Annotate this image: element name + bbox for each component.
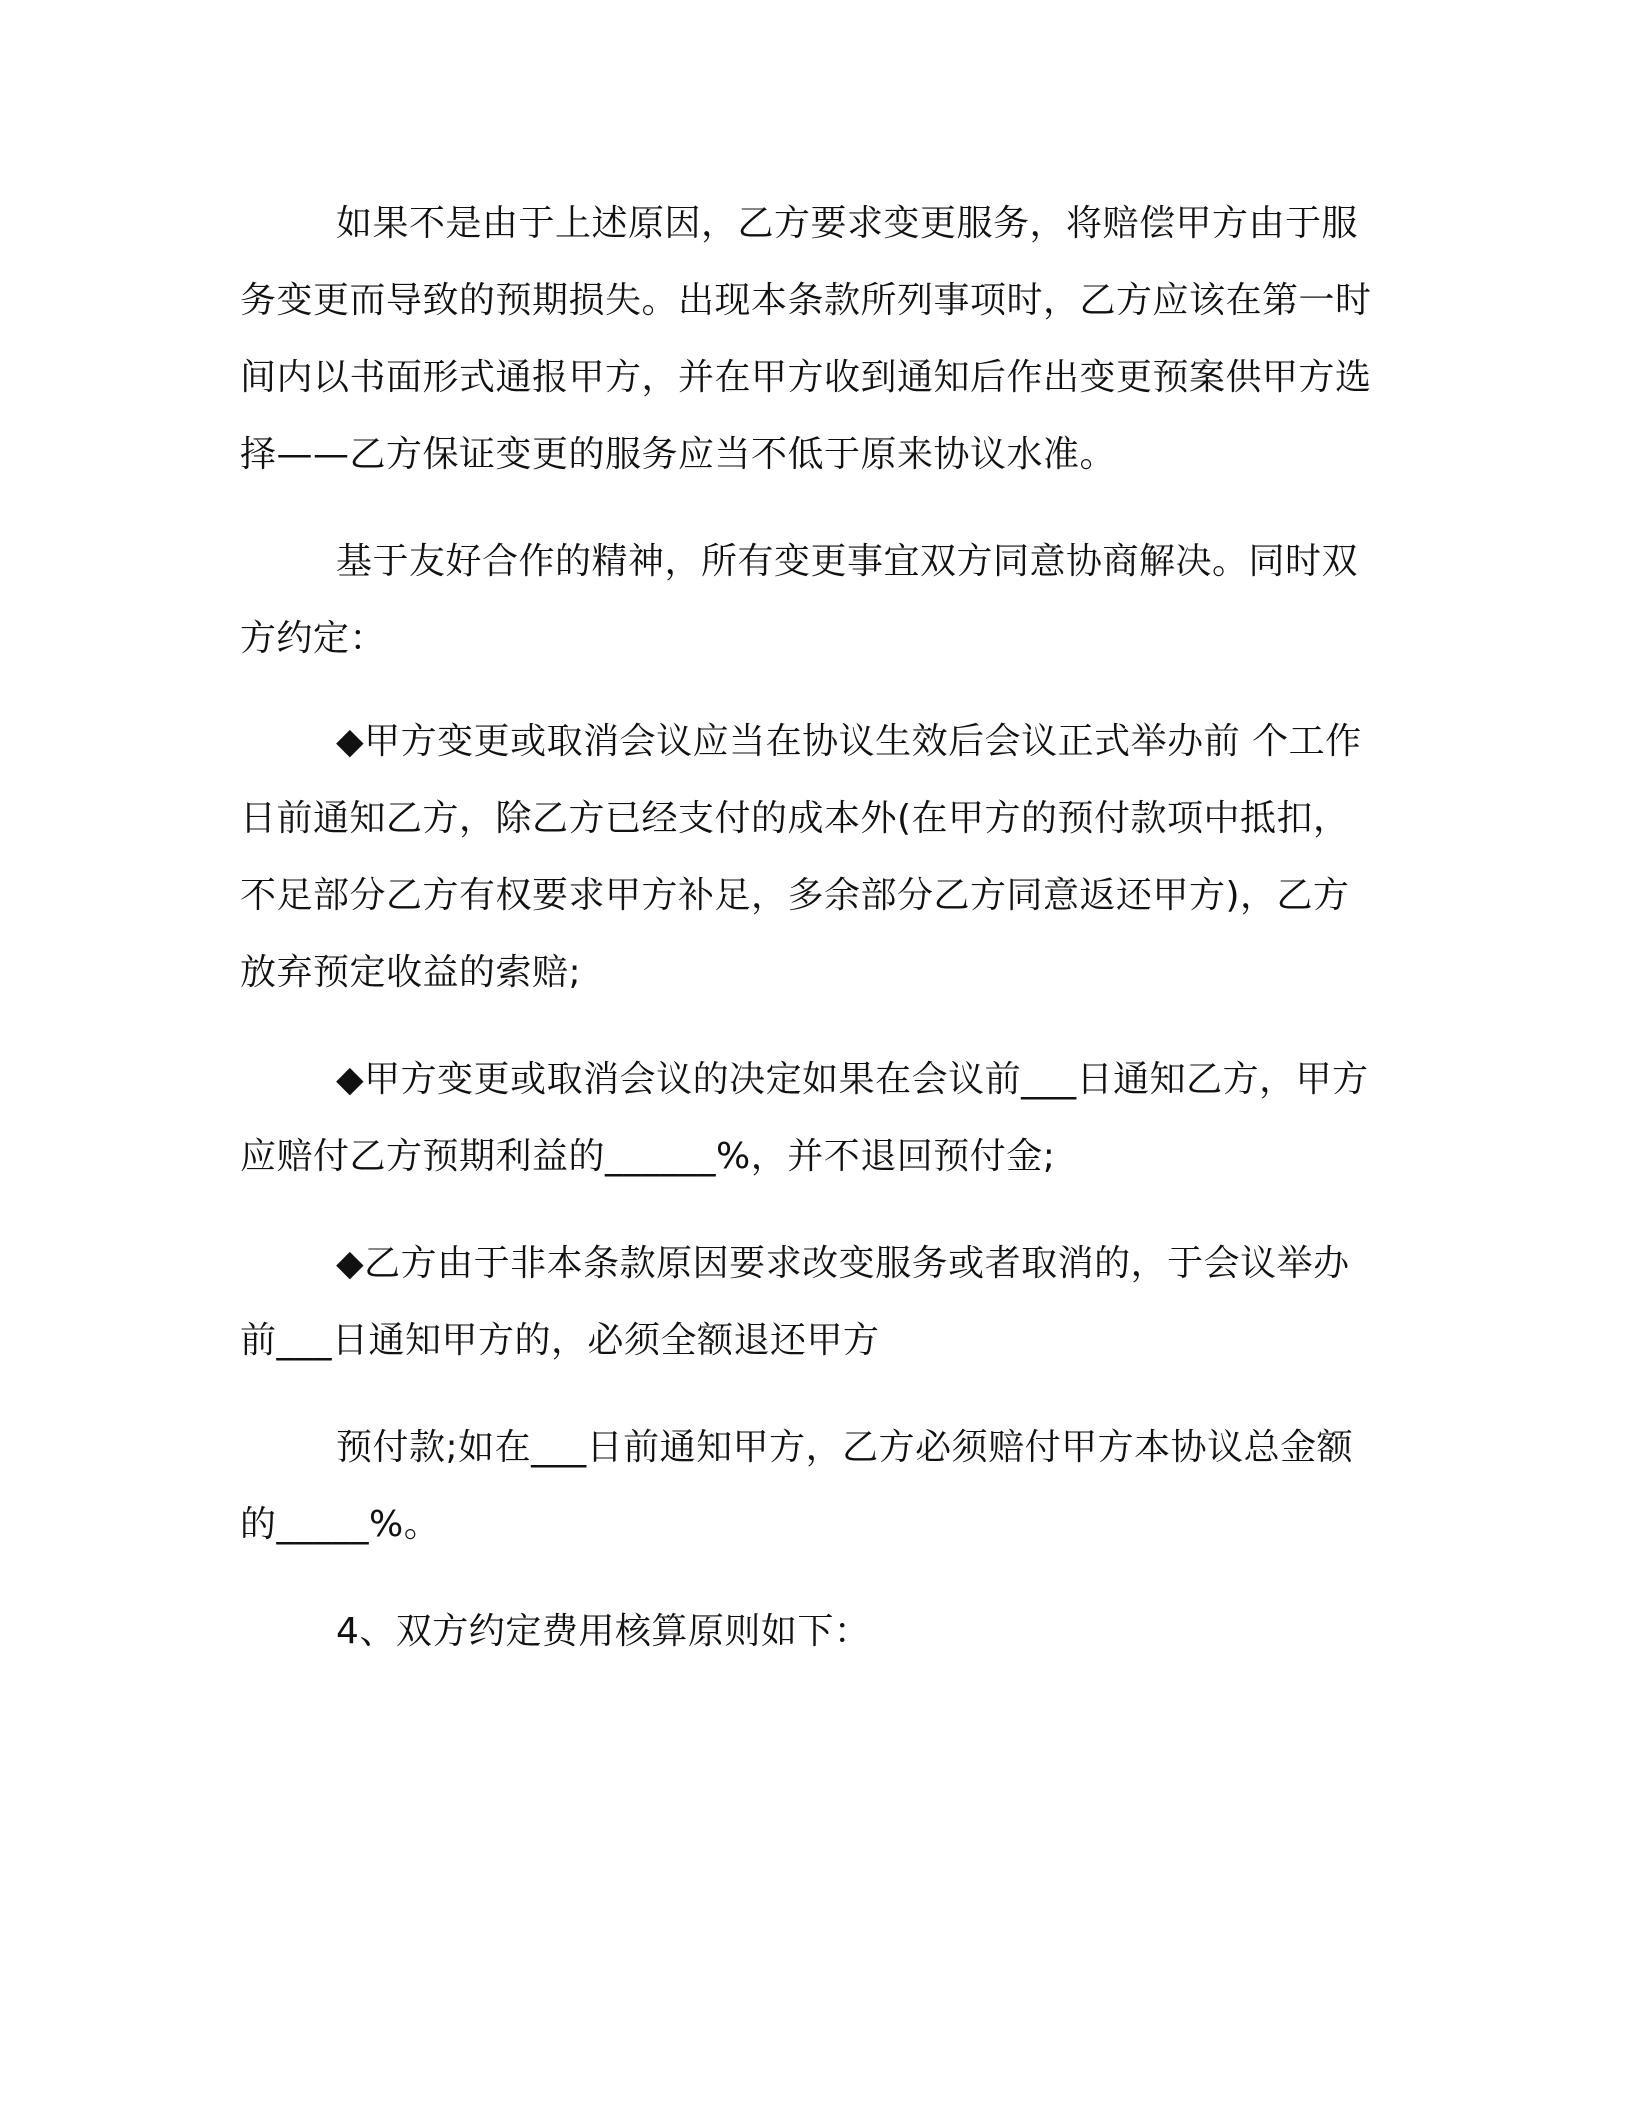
paragraph-service-change-compensation: 如果不是由于上述原因，乙方要求变更服务，将赔偿甲方由于服务变更而导致的预期损失。出现本条款所列事项时，乙方应该在第一时间内以书面形式通报甲方，并在甲方收到通知后作出变更预案供甲方选择——乙方保证变更的服务应当不低于原来协议水准。: [240, 203, 1372, 475]
paragraph-party-b-cancel: ◆乙方由于非本条款原因要求改变服务或者取消的，于会议举办前___日通知甲方的，必须全额退还甲方: [240, 1243, 1350, 1361]
paragraph-party-b-refund: 预付款;如在___日前通知甲方，乙方必须赔付甲方本协议总金额的_____%。: [240, 1427, 1354, 1545]
paragraph-friendly-negotiation: 基于友好合作的精神，所有变更事宜双方同意协商解决。同时双方约定：: [240, 541, 1359, 659]
paragraph-cost-accounting-heading: 4、双方约定费用核算原则如下：: [336, 1611, 871, 1652]
document-body: [240, 185, 1380, 1670]
paragraph-party-a-cancel-terms: ◆甲方变更或取消会议应当在协议生效后会议正式举办前 个工作日前通知乙方，除乙方已经支付的成本外(在甲方的预付款项中抵扣，不足部分乙方有权要求甲方补足，多余部分乙方同意返还甲方)，乙方放弃预定收益的索赔;: [240, 721, 1362, 993]
paragraph-party-a-late-cancel: ◆甲方变更或取消会议的决定如果在会议前___日通知乙方，甲方应赔付乙方预期利益的______%，并不退回预付金;: [240, 1059, 1369, 1177]
